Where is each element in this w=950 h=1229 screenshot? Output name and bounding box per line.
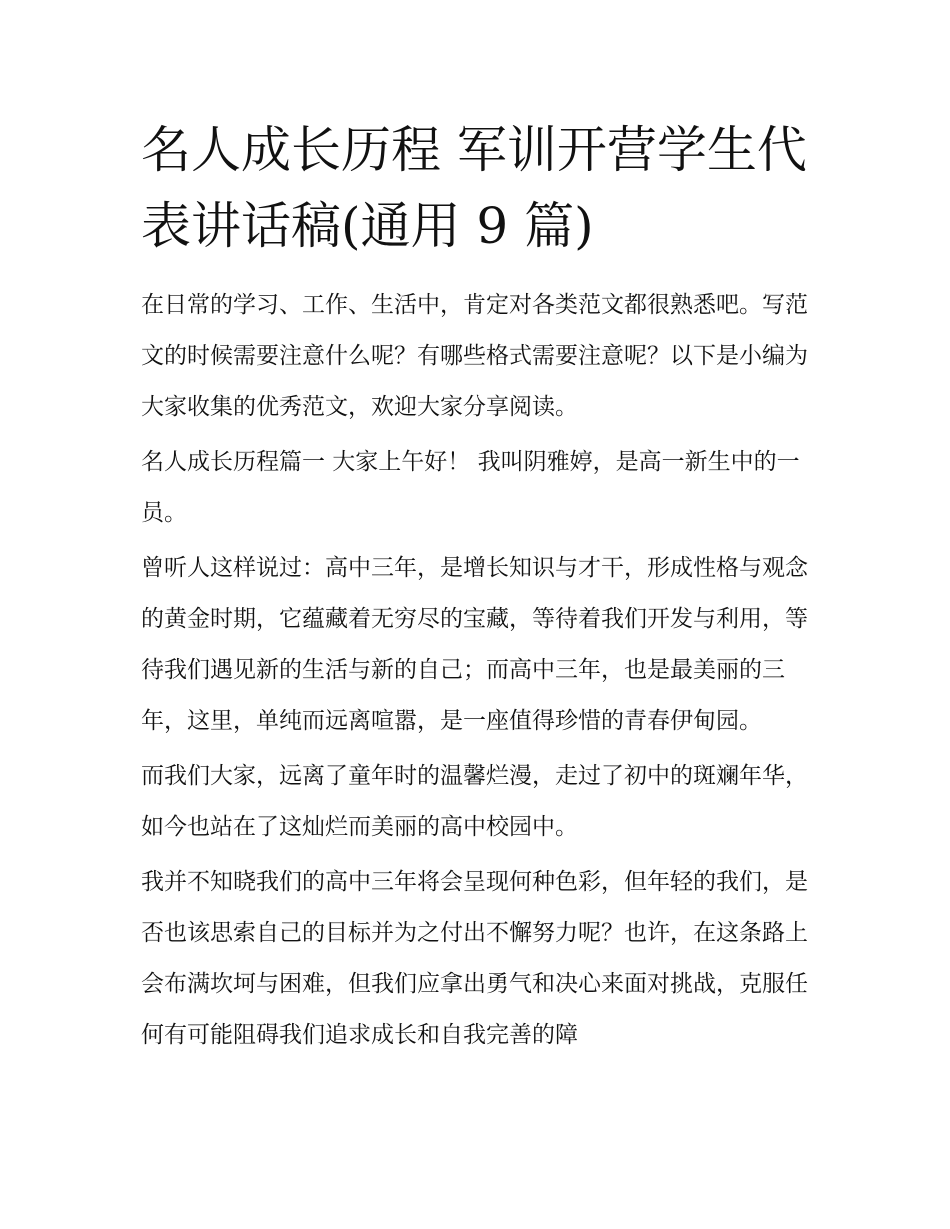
document-title: 名人成长历程 军训开营学生代表讲话稿(通用 9 篇) bbox=[141, 121, 807, 255]
document-body bbox=[141, 280, 811, 1061]
paragraph: 名人成长历程篇一 大家上午好！ 我叫阴雅婷，是高一新生中的一员。 bbox=[141, 449, 800, 526]
paragraph: 在日常的学习、工作、生活中，肯定对各类范文都很熟悉吧。写范文的时候需要注意什么呢？有哪些格式需要注意呢？以下是小编为大家收集的优秀范文，欢迎大家分享阅读。 bbox=[141, 292, 808, 420]
paragraph: 而我们大家，远离了童年时的温馨烂漫，走过了初中的斑斓年华，如今也站在了这灿烂而美丽的高中校园中。 bbox=[141, 763, 808, 840]
paragraph: 曾听人这样说过：高中三年，是增长知识与才干，形成性格与观念的黄金时期，它蕴藏着无穷尽的宝藏，等待着我们开发与利用，等待我们遇见新的生活与新的自己；而高中三年，也是最美丽的三年，这里，单纯而远离喧嚣，是一座值得珍惜的青春伊甸园。 bbox=[141, 555, 808, 734]
paragraph: 我并不知晓我们的高中三年将会呈现何种色彩，但年轻的我们，是否也该思索自己的目标并为之付出不懈努力呢？也许，在这条路上会布满坎坷与困难，但我们应拿出勇气和决心来面对挑战，克服任何有可能阻碍我们追求成长和自我完善的障 bbox=[141, 869, 808, 1048]
document-page bbox=[141, 112, 811, 1065]
